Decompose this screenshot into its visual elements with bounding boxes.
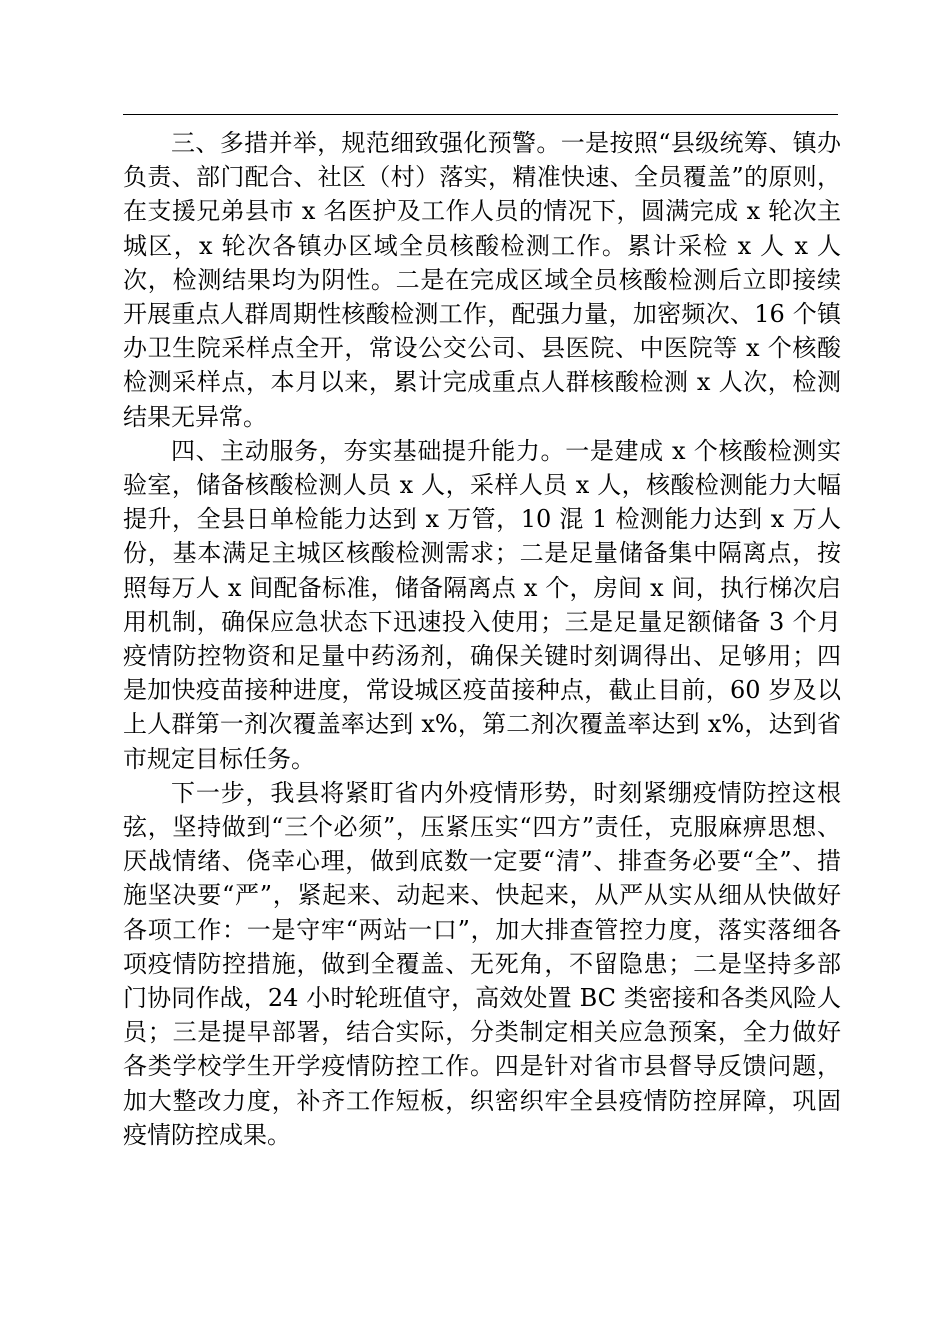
paragraph-next-steps: 下一步，我县将紧盯省内外疫情形势，时刻紧绷疫情防控这根弦，坚持做到“三个必须”，压紧压实“四方”责任，克服麻痹思想、厌战情绪、侥幸心理，做到底数一定要“清”、排查务必要“全”、措施坚决要“严”，紧起来、动起来、快起来，从严从实从细从快做好各项工作：一是守牢“两站一口”，加大排查管控力度，落实落细各项疫情防控措施，做到全覆盖、无死角，不留隐患；二是坚持多部门协同作战，24 小时轮班值守，高效处置 BC 类密接和各类风险人员；三是提早部署，结合实际，分类制定相关应急预案，全力做好各类学校学生开学疫情防控工作。四是针对省市县督导反馈问题，加大整改力度，补齐工作短板，织密织牢全县疫情防控屏障，巩固疫情防控成果。 <box>123 778 841 1149</box>
document-body <box>123 126 841 1152</box>
paragraph-four-services: 四、主动服务，夯实基础提升能力。一是建成 x 个核酸检测实验室，储备核酸检测人员 x 人，采样人员 x 人，核酸检测能力大幅提升，全县日单检能力达到 x 万管，10 混 1 检测能力达到 x 万人份，基本满足主城区核酸检测需求；二是足量储备集中隔离点，按照每万人 x 间配备标准，储备隔离点 x 个，房间 x 间，执行梯次启用机制，确保应急状态下迅速投入使用；三是足量足额储备 3 个月疫情防控物资和足量中药汤剂，确保关键时刻调得出、足够用；四是加快疫苗接种进度，常设城区疫苗接种点，截止目前，60 岁及以上人群第一剂次覆盖率达到 x%，第二剂次覆盖率达到 x%，达到省市规定目标任务。 <box>123 436 841 773</box>
header-rule <box>123 114 838 115</box>
paragraph-three-measures: 三、多措并举，规范细致强化预警。一是按照“县级统筹、镇办负责、部门配合、社区（村）落实，精准快速、全员覆盖”的原则，在支援兄弟县市 x 名医护及工作人员的情况下，圆满完成 x 轮次主城区，x 轮次各镇办区域全员核酸检测工作。累计采检 x 人 x 人次，检测结果均为阴性。二是在完成区域全员核酸检测后立即接续开展重点人群周期性核酸检测工作，配强力量，加密频次、16 个镇办卫生院采样点全开，常设公交公司、县医院、中医院等 x 个核酸检测采样点，本月以来，累计完成重点人群核酸检测 x 人次，检测结果无异常。 <box>123 129 841 431</box>
